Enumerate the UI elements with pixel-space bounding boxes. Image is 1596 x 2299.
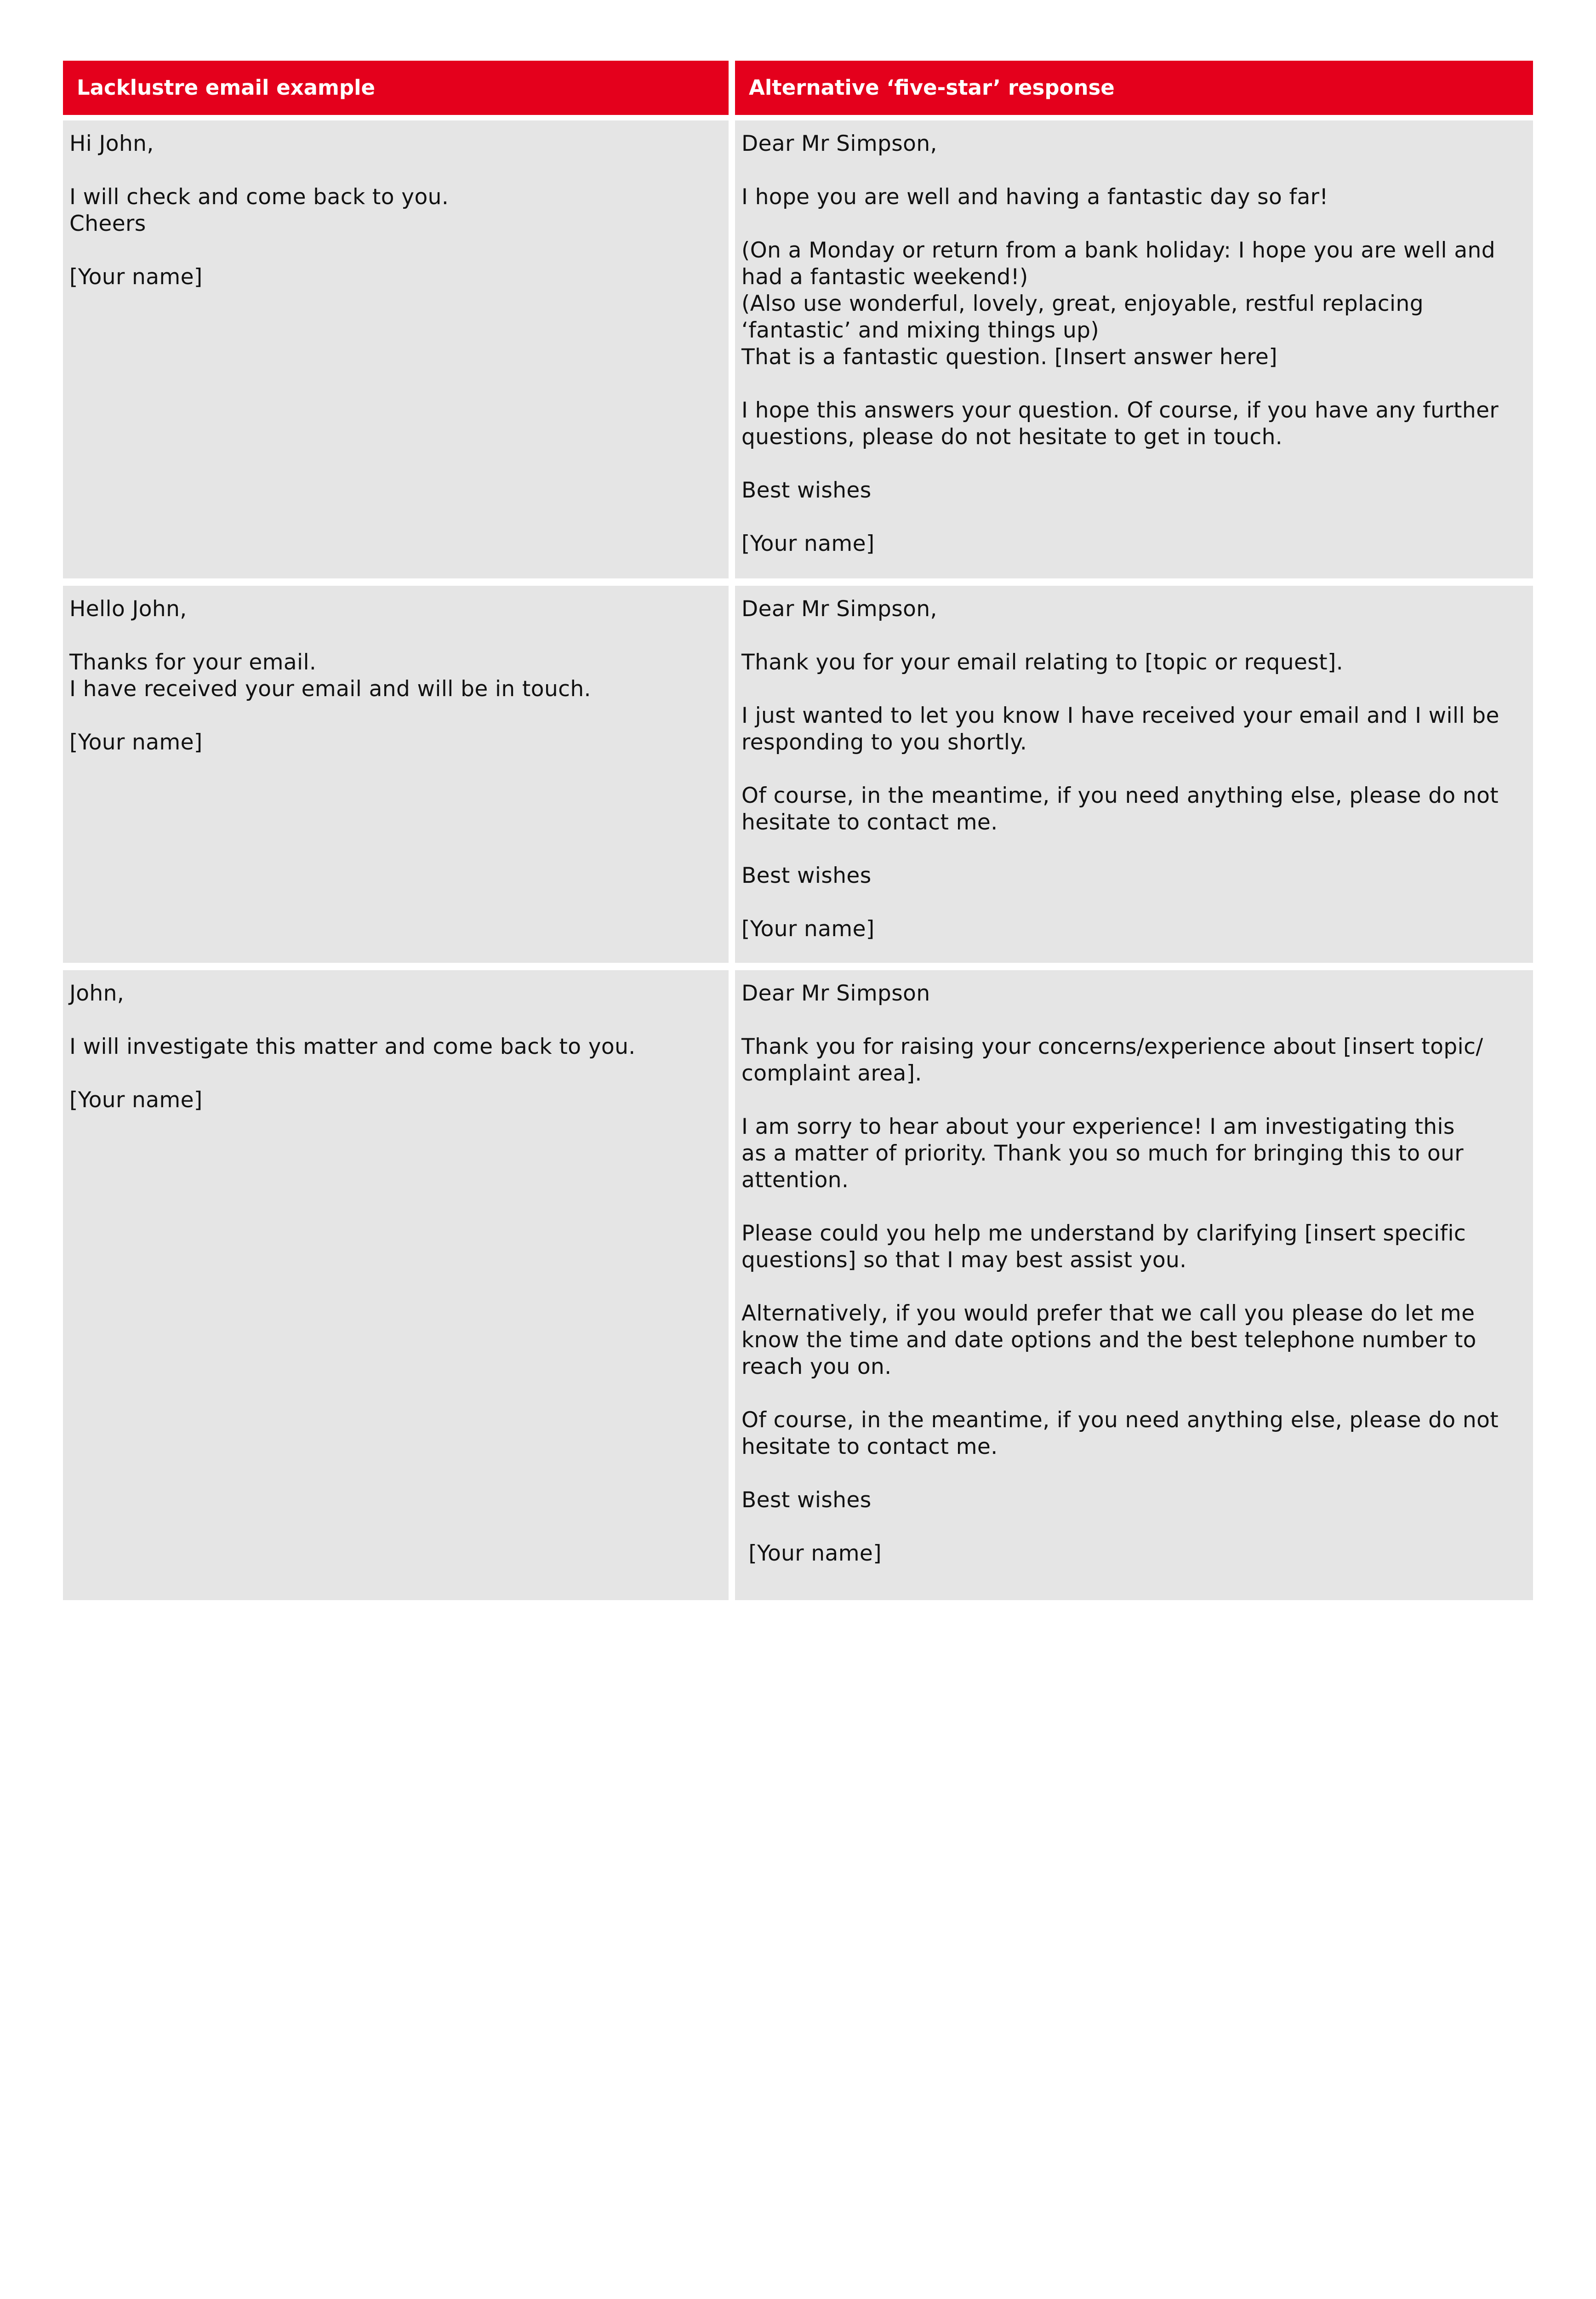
table-row [63, 586, 1533, 963]
table-header-row [63, 61, 1533, 115]
five-star-email-text: Dear Mr Simpson, I hope you are well and having a fantastic day so far! (On a Monday or return from a bank holiday: I hope you are well and had a fantastic weekend!) (Also use wonderful, lovely, great, enjoyable, restful replacing ‘fantastic’ and mixing things up) That is a fantastic question. [Insert answer here] I hope this answers your question. Of course, if you have any further questions, please do not hesitate to get in touch. Best wishes [Your name] [741, 131, 1499, 556]
lacklustre-email-cell [63, 586, 729, 963]
lacklustre-email-cell [63, 970, 729, 1600]
email-comparison-table [63, 61, 1533, 1600]
five-star-email-cell [735, 586, 1533, 963]
five-star-email-text: Dear Mr Simpson, Thank you for your email relating to [topic or request]. I just wanted to let you know I have received your email and I will be responding to you shortly. Of course, in the meantime, if you need anything else, please do not hesitate to contact me. Best wishes [Your name] [741, 596, 1499, 942]
header-lacklustre-example: Lacklustre email example [63, 61, 729, 115]
header-five-star-response: Alternative ‘five-star’ response [735, 61, 1533, 115]
five-star-email-cell [735, 970, 1533, 1600]
five-star-email-cell [735, 120, 1533, 578]
five-star-email-text: Dear Mr Simpson Thank you for raising your concerns/experience about [insert topic/ complaint area]. I am sorry to hear about your experience! I am investigating this as a matter of priority. Thank you so much for bringing this to our attention. Please could you help me understand by clarifying [insert specific questions] so that I may best assist you. Alternatively, if you would prefer that we call you please do let me know the time and date options and the best telephone number to reach you on. Of course, in the meantime, if you need anything else, please do not hesitate to contact me. Best wishes [Your name] [741, 981, 1499, 1566]
table-row [63, 970, 1533, 1600]
table-row [63, 120, 1533, 578]
lacklustre-email-text: John, I will investigate this matter and come back to you. [Your name] [69, 981, 636, 1113]
lacklustre-email-text: Hello John, Thanks for your email. I have received your email and will be in touch. [Your name] [69, 596, 591, 755]
lacklustre-email-cell [63, 120, 729, 578]
lacklustre-email-text: Hi John, I will check and come back to you. Cheers [Your name] [69, 131, 449, 290]
